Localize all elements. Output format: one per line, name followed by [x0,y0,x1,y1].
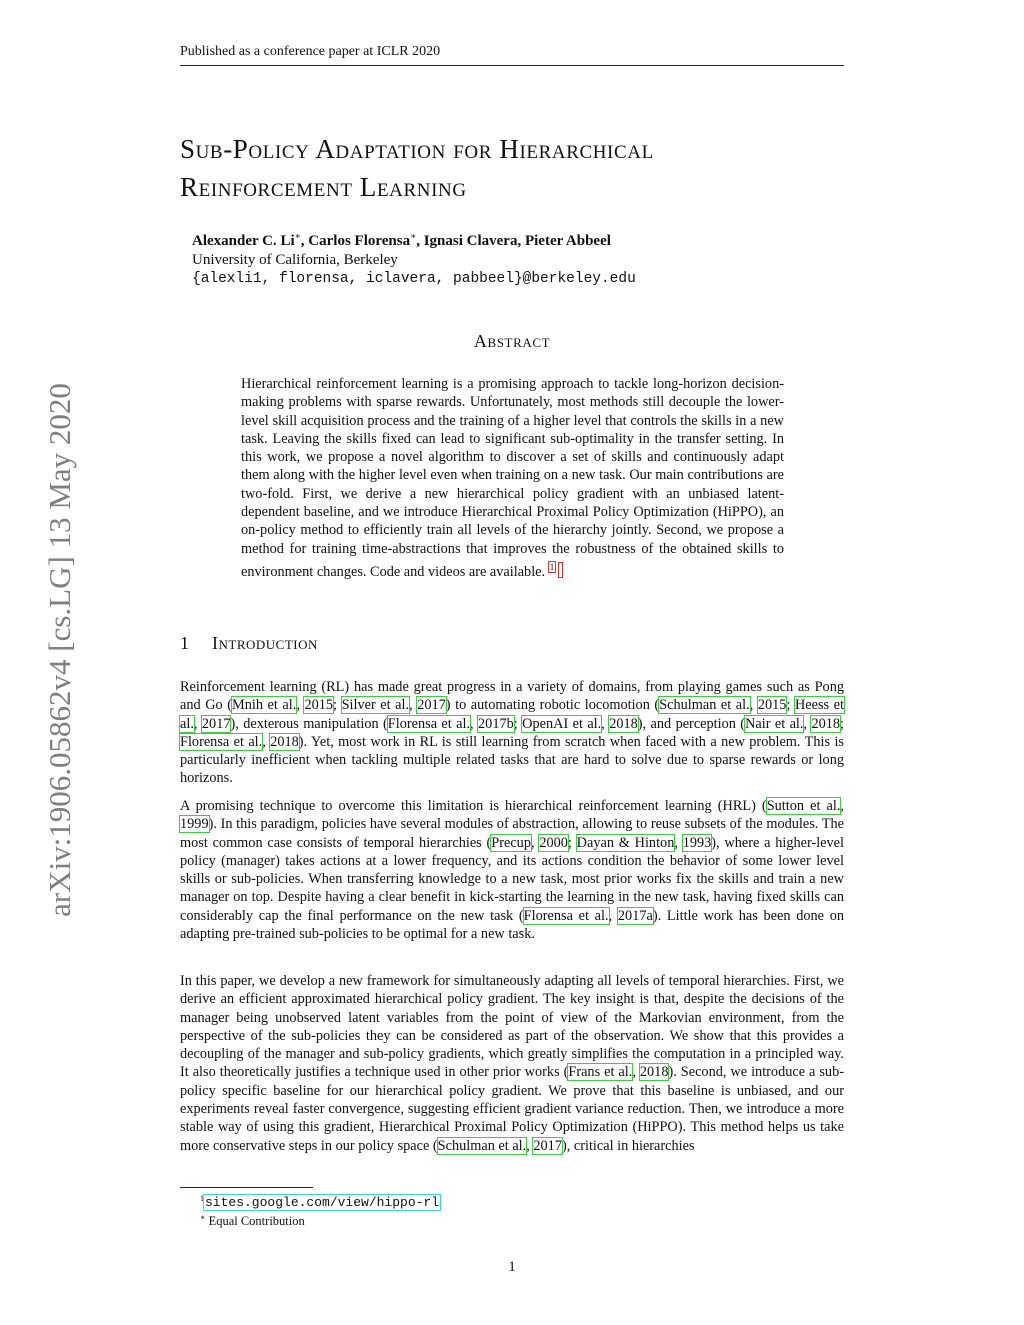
footnote-url-link[interactable]: sites.google.com/view/hippo-rl [205,1195,440,1211]
citation-link[interactable]: 2017 [533,1137,562,1154]
citation-link[interactable]: Silver et al. [341,697,410,714]
paper-title [180,130,844,206]
author-names: Alexander C. Li∗, Carlos Florensa∗, Ignasi Clavera, Pieter Abbeel [192,231,611,249]
author-name: Carlos Florensa [308,233,411,249]
abstract-body: Hierarchical reinforcement learning is a promising approach to tackle long-horizon decision-making problems with sparse rewards. Unfortunately, most methods still decouple the lower-level skill acquisition process and the training of a higher level that controls the skills in a new task. Leaving the skills fixed can lead to significant sub-optimality in the transfer setting. In this work, we propose a novel algorithm to discover a set of skills and continuously adapt them along with the higher level even when training on a new task. Our main contributions are two-fold. First, we derive a new hierarchical policy gradient with an unbiased latent-dependent baseline, and we introduce Hierarchical Proximal Policy Optimization (HiPPO), an on-policy method to efficiently train all levels of the hierarchy jointly. Second, we propose a method for training time-abstractions that improves the robustness of the obtained skills to environment changes. Code and videos are available. [241,376,784,580]
citation-link[interactable]: 2018 [609,715,638,732]
footnotes [200,1191,840,1229]
author-name: Ignasi Clavera [423,233,518,249]
author-mark: ∗ [294,231,301,241]
author-name: Alexander C. Li [192,233,295,249]
citation-link[interactable]: Frans et al. [568,1064,633,1081]
citation-link[interactable]: Florensa et al. [523,907,609,924]
footnote-1 [200,1191,840,1210]
footnote-link-box[interactable] [558,562,563,578]
author-block [192,227,832,289]
footnote-1-mark: 1 [200,1194,204,1203]
citation-link[interactable]: 2017b [478,715,514,732]
citation-link[interactable]: Mnih et al. [232,697,297,714]
citation-link[interactable]: Schulman et al. [659,697,750,714]
arxiv-identifier: arXiv:1906.05862v4 [cs.LG] 13 May 2020 [42,383,77,917]
author-mark: ∗ [410,231,417,241]
citation-link[interactable]: 2015 [757,697,787,714]
citation-link[interactable]: Florensa et al. [387,715,471,732]
citation-link[interactable]: 2018 [639,1064,669,1081]
intro-paragraph-1: Reinforcement learning (RL) has made great progress in a variety of domains, from playing games such as Pong and Go (Mnih et al., 2015; Silver et al., 2017) to automating robotic locomotion (Schulman et al., 2015; Heess et al., 2017), dexterous manipulation (Florensa et al., 2017b; OpenAI et al., 2018), and perception (Nair et al., 2018; Florensa et al., 2018). Yet, most work in RL is still learning from scratch when faced with a new problem. This is particularly inefficient when tackling multiple related tasks that are hard to solve due to sparse rewards or long horizons. [180,679,845,787]
section-number: 1 [180,633,190,653]
citation-link[interactable]: Dayan & Hinton [576,834,675,851]
page-number: 1 [508,1259,516,1275]
citation-link[interactable]: Precup [491,834,531,851]
running-header: Published as a conference paper at ICLR 2020 [180,44,441,59]
citation-link[interactable]: Schulman et al. [437,1137,527,1154]
author-name: Pieter Abbeel [524,233,611,249]
citation-link[interactable]: 2017 [417,697,446,714]
author-emails: {alexli1, florensa, iclavera, pabbeel}@berkeley.edu [192,271,636,287]
footnote-2-mark: ∗ [200,1213,206,1223]
citation-link[interactable]: 2015 [304,697,334,714]
abstract-heading: Abstract [473,331,551,351]
abstract-text [241,375,784,581]
citation-link[interactable]: Nair et al. [745,715,804,732]
citation-link[interactable]: 2018 [811,715,841,732]
citation-link[interactable]: 2000 [539,834,568,851]
citation-link[interactable]: 2017 [201,715,231,732]
footnote-rule [180,1187,313,1188]
citation-link[interactable]: 1999 [180,816,209,833]
intro-paragraph-3: In this paper, we develop a new framework for simultaneously adapting all levels of temporal hierarchies. First, we derive an efficient approximated hierarchical policy gradient. The key insight is that, despite the decisions of the manager being unobserved latent variables from the point of view of the Markovian environment, from the perspective of the sub-policies they can be considered as part of the observation. We show that this provides a decoupling of the manager and sub-policy gradients, which greatly simplifies the computation in a principled way. It also theoretically justifies a technique used in other prior works (Frans et al., 2018). Second, we introduce a sub-policy specific baseline for our hierarchical policy gradient. We prove that this baseline is unbiased, and our experiments reveal faster convergence, suggesting efficient gradient variance reduction. Then, we introduce a more stable way of using this gradient, Hierarchical Proximal Policy Optimization (HiPPO). This method helps us take more conservative steps in our policy space (Schulman et al., 2017), critical in hierarchies [180,973,844,1154]
footnote-2 [200,1210,840,1229]
citation-link[interactable]: OpenAI et al. [522,715,602,732]
citation-link[interactable]: Sutton et al. [766,798,841,814]
citation-link[interactable]: 2017a [617,907,653,924]
citation-link[interactable]: Florensa et al. [180,733,263,750]
intro-paragraph-2: A promising technique to overcome this limitation is hierarchical reinforcement learning (HRL) (Sutton et al., 1999). In this paradigm, policies have several modules of abstraction, allowing to reuse subsets of the modules. The most common case consists of temporal hierarchies (Precup, 2000; Dayan & Hinton, 1993), where a higher-level policy (manager) takes actions at a lower frequency, and its actions condition the behavior of some lower level skills or sub-policies. When transferring knowledge to a new task, most prior works fix the skills and train a new manager on top. Despite having a clear benefit in kick-starting the learning in the new task, having fixed skills can considerably cap the final performance on the new task (Florensa et al., 2017a). Little work has been done on adapting pre-trained sub-policies to be optimal for a new task. [180,798,845,943]
footnote-link-1[interactable]: 1 [549,561,555,572]
section-heading-introduction [180,633,844,654]
citation-link[interactable]: 1993 [682,834,712,851]
footnote-2-text: Equal Contribution [208,1214,305,1229]
header-rule [180,65,844,66]
title-line-2: Reinforcement Learning [180,172,467,202]
title-line-1: Sub-Policy Adaptation for Hierarchical [180,134,654,164]
affiliation: University of California, Berkeley [192,252,398,268]
citation-link[interactable]: 2018 [270,733,299,750]
citation-link[interactable]: Heess et al. [180,697,844,732]
section-title: Introduction [212,633,318,653]
